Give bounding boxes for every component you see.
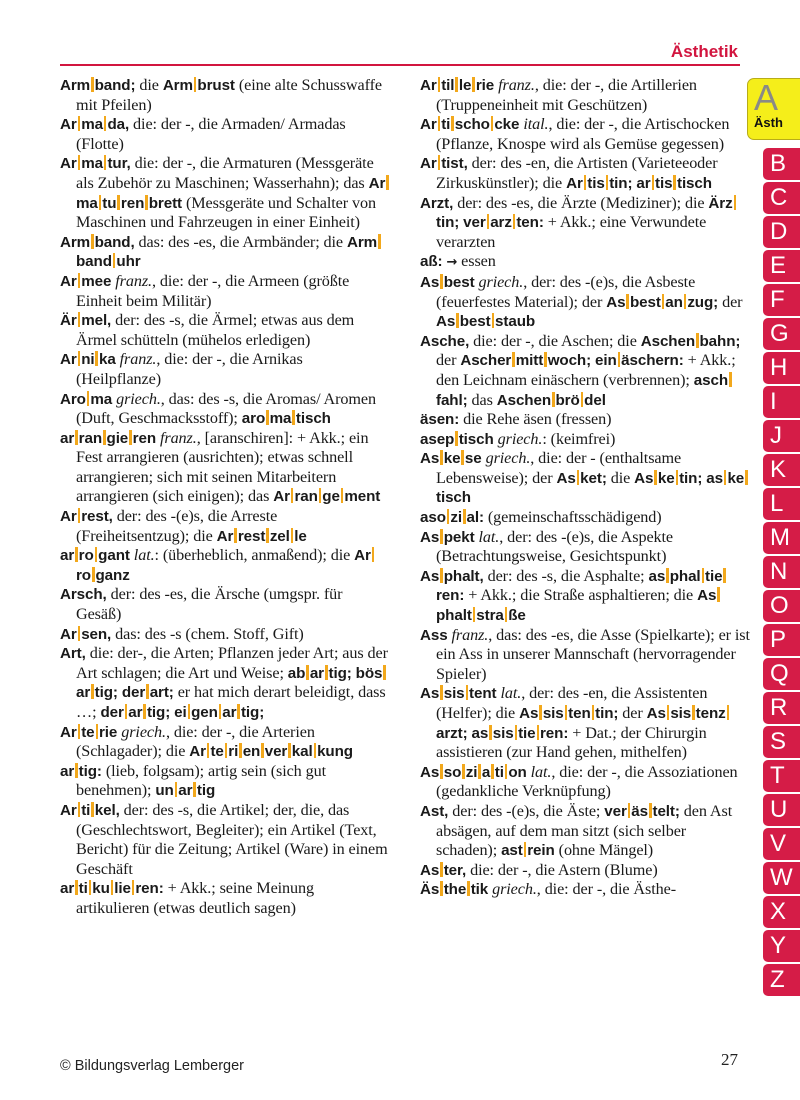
dictionary-entry: Arm band, das: des -es, die Armbänder; die Armband uhr xyxy=(60,233,390,272)
tab-z[interactable]: Z xyxy=(763,964,800,996)
dictionary-entry: äsen: die Rehe äsen (fressen) xyxy=(420,410,612,429)
dictionary-entry: aso zi al: (gemeinschaftsschädigend) xyxy=(420,508,662,527)
dictionary-entry: asep tisch griech.: (keimfrei) xyxy=(420,429,616,448)
tab-s[interactable]: S xyxy=(763,726,800,758)
dictionary-entry: Ar ti scho cke ital., die: der -, die Artischocken (Pflanze, Knospe wird als Gemüse gegessen) xyxy=(420,115,730,153)
dictionary-entry: As phalt, der: des -s, die Asphalte; as phal tieren: + Akk.; die Straße asphaltieren; die Asphalt stra ße xyxy=(420,567,750,626)
tab-a-active[interactable] xyxy=(747,78,800,140)
dictionary-entry: Asche, die: der -, die Aschen; die Aschen bahn; der Ascher mitt woch; ein äschern: + Akk.; den Leichnam einäschern (verbrennen); aschfahl; das Aschen brö del xyxy=(420,331,741,409)
dictionary-entry: Art, die: der-, die Arten; Pflanzen jeder Art; aus der Art schlagen; die Art und Weise; ab ar tig; bösar tig; der art; er hat mich derart beleidigt, dass …; der ar tig; ei gen ar tig; xyxy=(60,644,388,721)
right-column xyxy=(420,76,750,900)
tab-o[interactable]: O xyxy=(763,590,800,622)
tab-v[interactable]: V xyxy=(763,828,800,860)
dictionary-entry: As ter, die: der -, die Astern (Blume) xyxy=(420,860,658,879)
tab-d[interactable]: D xyxy=(763,216,800,248)
copyright-notice: © Bildungsverlag Lemberger xyxy=(60,1058,244,1074)
tab-h[interactable]: H xyxy=(763,352,800,384)
tab-t[interactable]: T xyxy=(763,760,800,792)
dictionary-entry: Arm band; die Arm brust (eine alte Schusswaffe mit Pfeilen) xyxy=(60,76,382,114)
dictionary-entry: Ar ti kel, der: des -s, die Artikel; der, die, das (Geschlechtswort, Begleiter); ein Artikel (Text, Bericht) für die Zeitung; Artikel (Ware) in einem Geschäft xyxy=(60,800,388,878)
tab-p[interactable]: P xyxy=(763,624,800,656)
dictionary-entry: As pekt lat., der: des -(e)s, die Aspekte (Betrachtungsweise, Gesichtspunkt) xyxy=(420,527,674,566)
tab-abbr: Ästh xyxy=(754,115,783,130)
tab-y[interactable]: Y xyxy=(763,930,800,962)
tab-m[interactable]: M xyxy=(763,522,800,554)
dictionary-entry: As best griech., der: des -(e)s, die Asbeste (feuerfestes Material); der As best an zug; der As best staub xyxy=(420,272,743,331)
dictionary-entry: Ar sen, das: des -s (chem. Stoff, Gift) xyxy=(60,624,304,643)
dictionary-entry: As sis tent lat., der: des -en, die Assistenten (Helfer); die As sis ten tin; der As sis tenzarzt; as sis tie ren: + Dat.; der Chirurgin assistieren (zur Hand gehen, mithelfen) xyxy=(420,684,750,762)
running-header-title: Ästhetik xyxy=(670,42,738,61)
tab-b[interactable]: B xyxy=(763,148,800,180)
dictionary-entry: Ass franz., das: des -es, die Asse (Spielkarte); er ist ein Ass in unserer Mannschaft (hervorragender Spieler) xyxy=(420,625,750,683)
tab-letter: A xyxy=(754,77,779,118)
dictionary-entry: aß: → essen xyxy=(420,252,496,271)
dictionary-entry: Ar te rie griech., die: der -, die Arterien (Schlagader); die Ar te ri en ver kal kung xyxy=(60,722,353,761)
tab-c[interactable]: C xyxy=(763,182,800,214)
dictionary-entry: Aro ma griech., das: des -s, die Aromas/ Aromen (Duft, Geschmacksstoff); aro ma tisch xyxy=(60,389,376,428)
tab-e[interactable]: E xyxy=(763,250,800,282)
dictionary-entry: Ar ni ka franz., die: der -, die Arnikas (Heilpflanze) xyxy=(60,350,303,388)
alphabet-tabs xyxy=(763,148,800,998)
header-divider xyxy=(60,64,740,66)
tab-u[interactable]: U xyxy=(763,794,800,826)
dictionary-entry: As so zi a ti on lat., die: der -, die Assoziationen (gedankliche Verknüpfung) xyxy=(420,762,738,801)
dictionary-entry: Ar til le rie franz., die: der -, die Artillerien (Truppeneinheit mit Geschützen) xyxy=(420,76,697,114)
tab-g[interactable]: G xyxy=(763,318,800,350)
tab-f[interactable]: F xyxy=(763,284,800,316)
dictionary-entry: Arzt, der: des -es, die Ärzte (Mediziner); die Ärztin; ver arz ten: + Akk.; eine Verwundete verarzten xyxy=(420,194,750,253)
tab-x[interactable]: X xyxy=(763,896,800,928)
dictionary-entry: As ke se griech., die: der - (enthaltsame Lebensweise); der As ket; die As ke tin; as ketisch xyxy=(420,449,750,508)
dictionary-entry: Är mel, der: des -s, die Ärmel; etwas aus dem Ärmel schütteln (mühelos erledigen) xyxy=(60,311,355,349)
tab-i[interactable]: I xyxy=(763,386,800,418)
tab-r[interactable]: R xyxy=(763,692,800,724)
dictionary-entry: Ar rest, der: des -(e)s, die Arreste (Freiheitsentzug); die Ar rest zel le xyxy=(60,507,307,545)
dictionary-entry: Ar mee franz., die: der -, die Armeen (größte Einheit beim Militär) xyxy=(60,271,350,310)
dictionary-entry: ar ran gie ren franz., [aranschiren]: + Akk.; ein Fest arrangieren (ausrichten); etwas schnell arrangieren; sich mit seinen Mitarbeitern arrangieren (sich einigen); das Ar ran ge ment xyxy=(60,428,381,506)
tab-q[interactable]: Q xyxy=(763,658,800,690)
tab-w[interactable]: W xyxy=(763,862,800,894)
dictionary-entry: ar ro gant lat.: (überheblich, anmaßend); die Arro ganz xyxy=(60,546,390,585)
dictionary-entry: Äs the tik griech., die: der -, die Ästhe- xyxy=(420,880,676,899)
tab-j[interactable]: J xyxy=(763,420,800,452)
dictionary-entry: ar ti ku lie ren: + Akk.; seine Meinung artikulieren (etwas deutlich sagen) xyxy=(60,879,315,917)
dictionary-entry: ar tig: (lieb, folgsam); artig sein (sich gut benehmen); un ar tig xyxy=(60,761,327,800)
dictionary-entry: Ar ma tur, die: der -, die Armaturen (Messgeräte als Zubehör zu Maschinen; Wasserhahn); das Arma tu ren brett (Messgeräte und Schalter von Maschinen und Fahrzeugen in einer Einheit) xyxy=(60,154,390,232)
dictionary-entry: Ar ma da, die: der -, die Armaden/ Armadas (Flotte) xyxy=(60,115,346,153)
dictionary-entry: Ast, der: des -(e)s, die Äste; ver äs telt; den Ast absägen, auf dem man sitzt (sich selber schaden); ast rein (ohne Mängel) xyxy=(420,801,733,860)
left-column xyxy=(60,76,390,919)
dictionary-entry: Ar tist, der: des -en, die Artisten (Varieteeoder Zirkuskünstler); die Ar tis tin; ar tis tisch xyxy=(420,154,718,192)
dictionary-entry: Arsch, der: des -es, die Ärsche (umgspr. für Gesäß) xyxy=(60,585,343,624)
tab-n[interactable]: N xyxy=(763,556,800,588)
page-number: 27 xyxy=(721,1050,738,1069)
tab-l[interactable]: L xyxy=(763,488,800,520)
tab-k[interactable]: K xyxy=(763,454,800,486)
